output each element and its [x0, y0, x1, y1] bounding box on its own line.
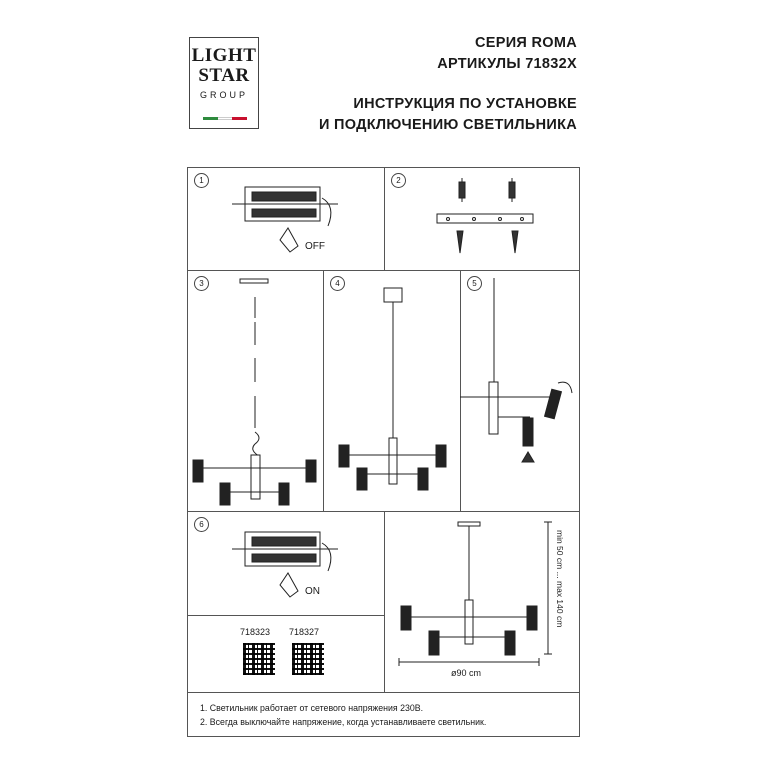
instruction-title-1: ИНСТРУКЦИЯ ПО УСТАНОВКЕ [353, 96, 577, 112]
articles-title: АРТИКУЛЫ 71832X [437, 56, 577, 72]
height-dimension: min 50 cm ... max 140 cm [555, 530, 565, 628]
qr-code-icon[interactable] [292, 643, 324, 675]
series-title: СЕРИЯ ROMA [475, 35, 577, 51]
dimensions-drawing [399, 522, 552, 666]
on-label: ON [305, 586, 320, 597]
step-number: 6 [194, 517, 209, 532]
article-code-1: 718323 [240, 627, 271, 637]
logo-line-1: LIGHT [191, 45, 257, 66]
qr-code-icon[interactable] [243, 643, 275, 675]
diameter-dimension: ø90 cm [451, 668, 482, 678]
step-number: 4 [330, 276, 345, 291]
logo-line-2: STAR [198, 65, 250, 86]
step-number: 1 [194, 173, 209, 188]
step-number: 2 [391, 173, 406, 188]
logo-line-3: GROUP [199, 90, 248, 100]
article-code-2: 718327 [289, 627, 320, 637]
chandelier-installed-icon [339, 288, 446, 490]
off-label: OFF [305, 241, 325, 252]
rod-assembly-icon [193, 279, 316, 505]
mounting-bracket-icon [437, 178, 533, 253]
step-number: 3 [194, 276, 209, 291]
instruction-title-2: И ПОДКЛЮЧЕНИЮ СВЕТИЛЬНИКА [318, 117, 577, 133]
circuit-breaker-on-icon [232, 532, 338, 597]
note-1: 1. Светильник работает от сетевого напряжения 230В. [200, 703, 424, 713]
step-number: 5 [467, 276, 482, 291]
bulb-installation-icon [460, 278, 572, 462]
note-2: 2. Всегда выключайте напряжение, когда устанавливаете светильник. [200, 717, 487, 727]
